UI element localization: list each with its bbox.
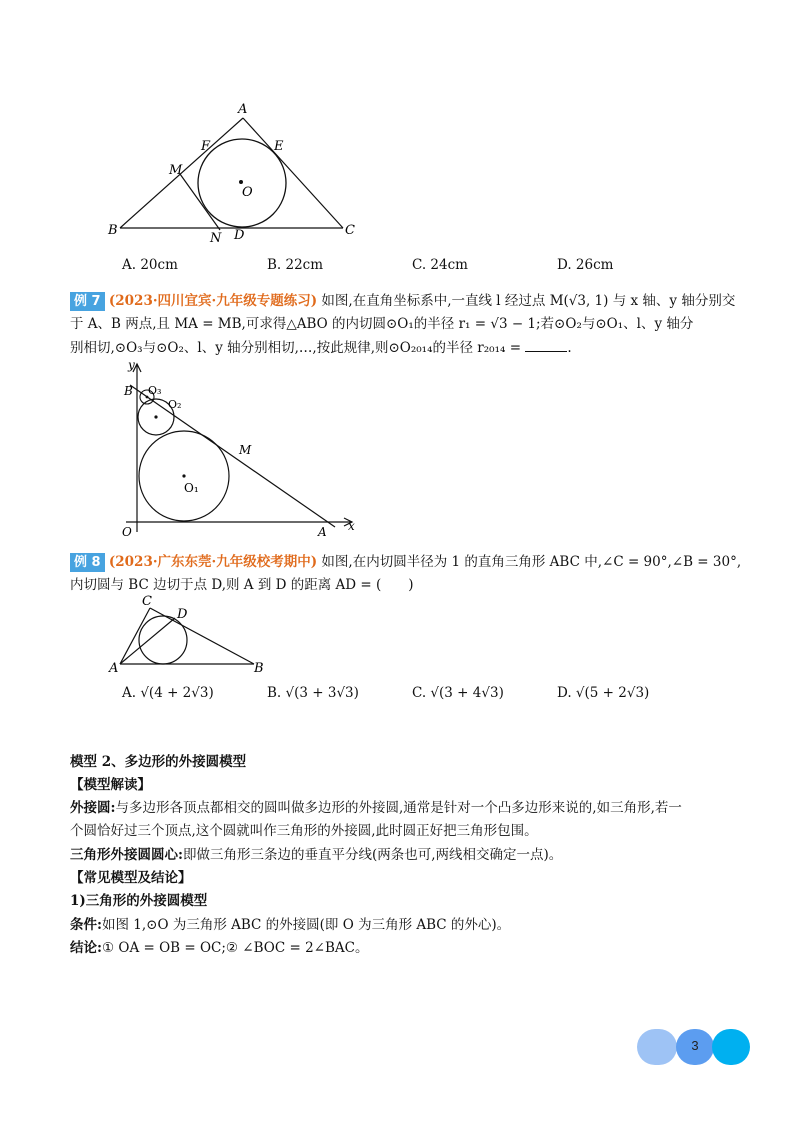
answer-blank [525,337,567,352]
label-M: M [169,163,183,178]
circumcircle-definition [70,798,682,818]
label-D: D [177,607,188,622]
sub-model-1-title: 1)三角形的外接圆模型 [70,893,208,909]
label-O2: O₂ [168,398,182,411]
choice-c: C. 24cm [412,257,468,273]
label-O: O [122,525,132,539]
page-badge-decor-right [712,1029,750,1065]
choice-d: D. 26cm [557,257,614,273]
ex8-choice-a: A. √(4 + 2√3) [122,685,214,701]
circumcenter-definition [70,845,562,865]
label-M: M [239,443,252,457]
label-F: F [201,139,211,154]
axis-y-label: y [128,358,135,372]
condition-label: 条件: [70,917,102,933]
example-8-line-1 [70,552,741,572]
label-O3: O₃ [148,384,162,397]
definition-label: 外接圆: [70,800,116,816]
model-interpretation-heading: 【模型解读】 [70,777,151,793]
label-B: B [124,384,133,398]
common-models-heading: 【常见模型及结论】 [70,870,192,886]
label-A: A [238,102,248,117]
label-N: N [210,231,222,246]
label-A: A [318,525,327,539]
label-O1: O₁ [184,481,199,495]
definition-text: 与多边形各顶点都相交的圆叫做多边形的外接圆,通常是针对一个凸多边形来说的,如三角形,若一 [115,800,682,816]
condition-text: 如图 1,⊙O 为三角形 ABC 的外接圆(即 O 为三角形 ABC 的外心)。 [101,917,511,933]
conclusion-line [70,938,368,958]
label-E: E [274,139,284,154]
example-7-text-1: 如图,在直角坐标系中,一直线 l 经过点 M(√3, 1) 与 x 轴、y 轴分别交 [321,293,736,309]
ex8-choice-d: D. √(5 + 2√3) [557,685,650,701]
label-O: O [242,185,253,200]
example-7-text-3: 别相切,⊙O₃与⊙O₂、l、y 轴分别相切,…,按此规律,则⊙O₂₀₁₄的半径 r₂₀₁₄ = [70,340,522,356]
example-7-text-3-end: . [567,340,572,356]
example-7-line-1 [70,291,735,311]
ex8-choice-c: C. √(3 + 4√3) [412,685,504,701]
conclusion-text: ① OA = OB = OC;② ∠BOC = 2∠BAC。 [101,940,369,956]
label-A: A [109,661,119,676]
definition-text-2: 个圆恰好过三个顶点,这个圆就叫作三角形的外接圆,此时圆正好把三角形包围。 [70,823,538,839]
example-8-text-2: 内切圆与 BC 边切于点 D,则 A 到 D 的距离 AD = ( ) [70,577,414,593]
page-number-badge [676,1029,714,1065]
example-8-text-1: 如图,在内切圆半径为 1 的直角三角形 ABC 中,∠C = 90°,∠B = 30°, [321,554,742,570]
figure-right-triangle-incircle [108,594,268,676]
ex8-choice-b: B. √(3 + 3√3) [267,685,359,701]
example-8-source: (2023·广东东莞·九年级校考期中) [108,554,318,570]
model-2-title: 模型 2、多边形的外接圆模型 [70,754,247,770]
page-badge-decor-left [637,1029,677,1065]
figure-coordinate-circles [110,358,370,540]
choice-b: B. 22cm [267,257,324,273]
condition-line [70,915,510,935]
example-7-tag: 例 7 [70,292,105,311]
circumcenter-text: 即做三角形三条边的垂直平分线(两条也可,两线相交确定一点)。 [182,847,563,863]
example-7-text-2: 于 A、B 两点,且 MA = MB,可求得△ABO 的内切圆⊙O₁的半径 r₁ = √3 − 1;若⊙O₂与⊙O₁、l、y 轴分 [70,316,694,332]
page-number: 3 [691,1038,699,1053]
label-B: B [254,661,264,676]
label-C: C [142,594,152,609]
axis-x-label: x [348,519,355,533]
example-8-tag: 例 8 [70,553,105,572]
conclusion-label: 结论: [70,940,102,956]
label-D: D [234,228,245,243]
choice-a: A. 20cm [122,257,178,273]
example-7-source: (2023·四川宜宾·九年级专题练习) [108,293,318,309]
label-C: C [345,223,355,238]
circumcenter-label: 三角形外接圆圆心: [70,847,183,863]
example-7-line-3 [70,337,572,358]
figure-triangle-incircle [100,100,370,250]
label-B: B [108,223,118,238]
